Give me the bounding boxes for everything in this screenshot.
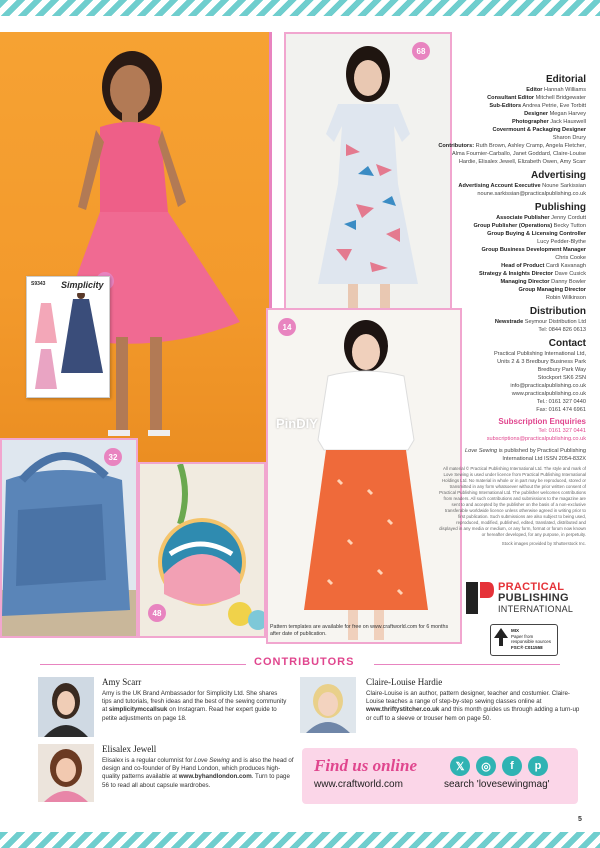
credit-line: Group Buying & Licensing Controller [487, 231, 586, 237]
printed-dress-illustration [286, 34, 452, 310]
publishing-heading: Publishing [534, 202, 586, 213]
credit-line: Associate Publisher Jenny Cordutt [496, 215, 586, 221]
contributor-bio: Claire-Louise is an author, pattern designer, teacher and costumier. Claire-Louise teaches a range of step-by-step sewing classes online at www.thriftystitcher.co.uk and this month guides us through adding a turn-up or cuff to a sleeve or trouser hem on page 50. [366, 690, 580, 722]
pp-logo-text: PRACTICAL PUBLISHING INTERNATIONAL [498, 581, 574, 614]
credit-line: Tel: 0844 826 0613 [538, 327, 586, 333]
contact-line: Bredbury Park Way [537, 367, 586, 373]
x-icon[interactable]: 𝕏 [450, 756, 470, 776]
credit-line: Advertising Account Executive Noune Sarkissian [458, 183, 586, 189]
contributor-name: Claire-Louise Hardie [366, 677, 443, 687]
pattern-code: S9343 [31, 281, 46, 287]
credit-line: Group Managing Director [518, 287, 586, 293]
bottom-stripe-border [0, 832, 600, 848]
advertising-heading: Advertising [530, 170, 586, 181]
contributor-name: Amy Scarr [102, 677, 142, 687]
contact-line: Tel.: 0161 327 0440 [536, 399, 586, 405]
credit-line: Group Business Development Manager [481, 247, 586, 253]
contributor-bio: Elisalex is a regular columnist for Love Sewing and is also the head of design and co-founder of By Hand London, which produces high-quality patterns available at www.byhandlondon.com. Turn to page 56 to read all about capsule wardrobes. [102, 757, 294, 789]
fsc-tree-icon [494, 628, 508, 646]
credit-contributors: Contributors: Ruth Brown, Ashley Cramp, Angela Fletcher, Alma Fournier-Carballo, Janet Goddard, Claire-Louise Hardie, Elisalex Jewell, Elizabeth Owen, Amy Scarr [438, 143, 586, 165]
subscriptions-email: subscriptions@practicalpublishing.co.uk [486, 436, 586, 442]
contributor-amy [102, 677, 288, 723]
credit-line: Newstrade Seymour Distribution Ltd [494, 319, 586, 325]
contact-line: www.practicalpublishing.co.uk [511, 391, 586, 397]
instagram-icon[interactable]: ◎ [476, 756, 496, 776]
watermark-text: PinDIY [276, 416, 318, 431]
credit-line: Managing Director Danny Bowler [500, 279, 586, 285]
credit-line: Designer Megan Harvey [524, 111, 586, 117]
contact-line: info@practicalpublishing.co.uk [510, 383, 586, 389]
pattern-envelope [26, 276, 110, 398]
photo-orange-skirt [266, 308, 462, 644]
pp-logo-mark [466, 582, 494, 614]
social-search-text: search 'lovesewingmag' [444, 779, 550, 790]
pinterest-icon[interactable]: p [528, 756, 548, 776]
legal-notice: All material © Practical Publishing International Ltd. The style and mark of Love Sewing is used under licence from Practical Publishing International Holdings Ltd. No material in whole or in part may be reproduced, stored or transmitted in any form whatsoever without the prior written consent of Practical Publishing International Ltd. The publisher welcomes contributions from readers. All such contributions and submissions to the magazine are sent to and accepted by the publisher on the basis of a non-exclusive transferable worldwide licence unless otherwise agreed in writing prior to first publication. Such submissions are also subject to being used, reproduced, modified, published, edited, translated, distributed and displayed in any media or medium, or any form, format or forum now known or hereafter developed, for any purpose, in perpetuity. [439, 466, 586, 537]
contact-line: Stockport SK6 2SN [537, 375, 586, 381]
contributor-elisalex [102, 744, 294, 790]
denim-bag-illustration [2, 440, 138, 638]
contact-line: Units 2 & 3 Bredbury Business Park [497, 359, 586, 365]
contact-heading: Contact [548, 338, 586, 349]
page-badge-48: 48 [148, 604, 166, 622]
orange-skirt-illustration [268, 310, 462, 644]
photo-denim-bag [0, 438, 138, 638]
distribution-heading: Distribution [529, 306, 586, 317]
avatar-elisalex [38, 744, 94, 802]
top-stripe-border [0, 0, 600, 16]
credit-line: Lucy Pedder-Blythe [537, 239, 586, 245]
credit-line: Photographer Jack Hauxwell [512, 119, 586, 125]
find-us-title: Find us online [314, 756, 417, 775]
contact-line: Practical Publishing International Ltd, [493, 351, 586, 357]
credit-line: Robin Wilkinson [545, 295, 586, 301]
subscriptions-heading: Subscription Enquiries [498, 417, 586, 426]
masthead-credits [438, 70, 586, 547]
credit-line: Strategy & Insights Director Dave Cusick [479, 271, 586, 277]
facebook-icon[interactable]: f [502, 756, 522, 776]
practical-publishing-logo [466, 582, 494, 619]
credit-line: Covermount & Packaging Designer [492, 127, 586, 133]
editorial-heading: Editorial [545, 74, 586, 85]
credit-line: Group Publisher (Operations) Becky Tutton [473, 223, 586, 229]
credit-email: noune.sarkissian@practicalpublishing.co.uk [477, 191, 586, 197]
credit-line: Head of Product Cardi Kavanagh [501, 263, 586, 269]
issn-statement: Love Sewing is published by Practical Publishing International Ltd ISSN 2054-832X [465, 448, 586, 462]
avatar-amy [38, 677, 94, 737]
contributor-claire [366, 677, 580, 723]
fsc-badge: MIX Paper from responsible sources FSC® C011558 [490, 624, 558, 656]
craftworld-link[interactable]: www.craftworld.com [314, 779, 403, 790]
subscriptions-tel: Tel: 0161 327 0441 [538, 428, 586, 434]
credit-line: Consultant Editor Mitchell Bridgewater [487, 95, 586, 101]
contributor-bio: Amy is the UK Brand Ambassador for Simplicity Ltd. She shares tips and tutorials, fresh ideas and the best of the sewing community at simplicitymccallsuk on Instagram. Read her expert guide to petite adjustments on page 18. [102, 690, 287, 722]
credit-line: Chris Cooke [555, 255, 586, 261]
avatar-claire [300, 677, 356, 733]
credit-line: Sub-Editors Andrea Petrie, Eve Torbitt [489, 103, 586, 109]
page-badge-32: 32 [104, 448, 122, 466]
page-badge-14: 14 [278, 318, 296, 336]
credit-line: Editor Hannah Williams [526, 87, 586, 93]
stock-credit: Stock images provided by Shutterstock Inc. [501, 541, 586, 546]
pattern-figures [27, 293, 111, 393]
page-badge-68: 68 [412, 42, 430, 60]
contact-line: Fax: 0161 474 6961 [536, 407, 586, 413]
photo-caption: Pattern templates are available for free on www.craftworld.com for 6 months after date of publication. [270, 624, 449, 637]
page-number: 5 [578, 816, 582, 823]
credit-line: Sharon Drury [552, 135, 586, 141]
photo-printed-dress [284, 32, 452, 310]
contributors-heading: CONTRIBUTORS [254, 656, 355, 668]
contributor-name: Elisalex Jewell [102, 744, 157, 754]
pattern-brand: Simplicity [61, 280, 104, 290]
